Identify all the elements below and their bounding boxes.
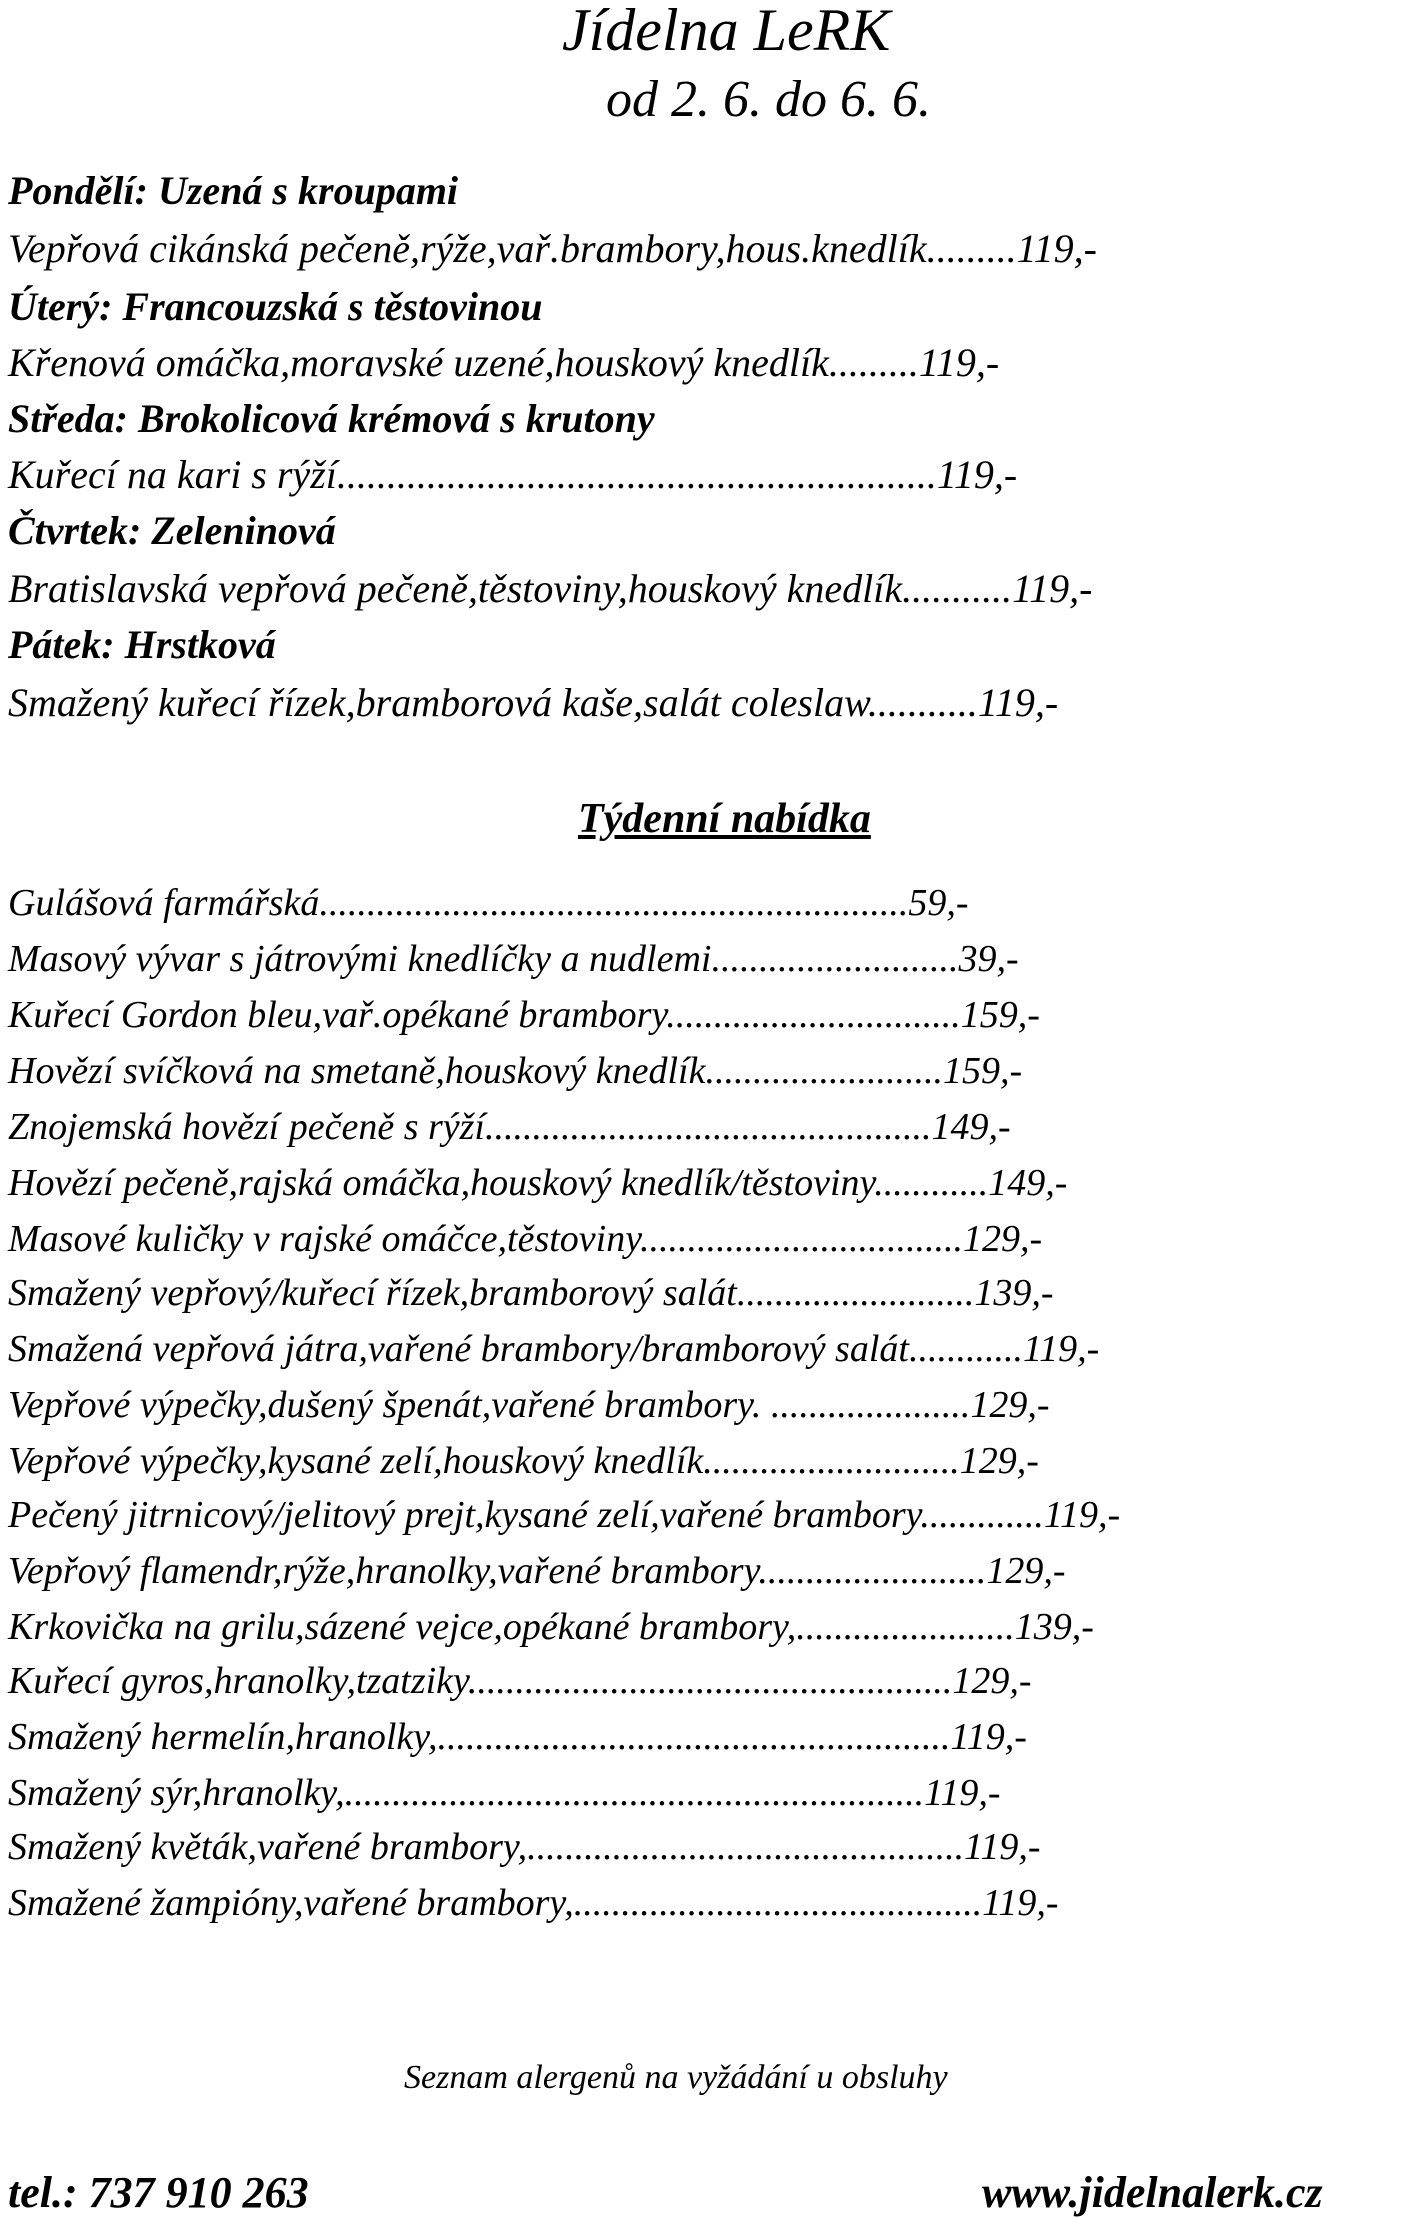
weekly-offer-title: Týdenní nabídka — [578, 796, 871, 842]
weekly-item: Kuřecí Gordon bleu,vař.opékané brambory...............................159,- — [8, 994, 1040, 1036]
weekly-item: Smažený sýr,hranolky,.............................................................119,- — [8, 1772, 1001, 1814]
weekly-item: Smažená vepřová játra,vařené brambory/bramborový salát............119,- — [8, 1328, 1100, 1370]
weekly-item: Vepřové výpečky,kysané zelí,houskový knedlík...........................129,- — [8, 1440, 1039, 1482]
day-thursday-meal: Bratislavská vepřová pečeně,těstoviny,houskový knedlík...........119,- — [8, 566, 1093, 611]
footer-phone: tel.: 737 910 263 — [8, 2168, 309, 2217]
day-thursday-soup: Čtvrtek: Zeleninová — [8, 508, 336, 553]
weekly-item: Hovězí svíčková na smetaně,houskový knedlík.........................159,- — [8, 1050, 1023, 1092]
weekly-item: Znojemská hovězí pečeně s rýží...............................................149,- — [8, 1106, 1011, 1148]
weekly-item: Smažené žampióny,vařené brambory,...........................................119,- — [8, 1882, 1059, 1924]
day-tuesday-meal: Křenová omáčka,moravské uzené,houskový knedlík.........119,- — [8, 340, 1000, 385]
weekly-item: Vepřové výpečky,dušený špenát,vařené brambory. .....................129,- — [8, 1384, 1050, 1426]
day-wednesday-meal: Kuřecí na kari s rýží............................................................119,- — [8, 452, 1018, 497]
restaurant-title: Jídelna LeRK — [562, 0, 891, 63]
weekly-item: Hovězí pečeně,rajská omáčka,houskový knedlík/těstoviny............149,- — [8, 1162, 1068, 1204]
weekly-item: Gulášová farmářská..............................................................59,- — [8, 882, 969, 924]
weekly-item: Pečený jitrnicový/jelitový prejt,kysané zelí,vařené brambory.............119,- — [8, 1494, 1121, 1536]
weekly-item: Vepřový flamendr,rýže,hranolky,vařené brambory........................129,- — [8, 1550, 1066, 1592]
weekly-item: Krkovička na grilu,sázené vejce,opékané brambory,.......................139,- — [8, 1606, 1094, 1648]
day-wednesday-soup: Středa: Brokolicová krémová s krutony — [8, 396, 655, 441]
weekly-item: Smažený květák,vařené brambory,..............................................119,- — [8, 1826, 1041, 1868]
weekly-item: Smažený hermelín,hranolky,......................................................119,- — [8, 1716, 1027, 1758]
menu-date-range: od 2. 6. do 6. 6. — [606, 71, 931, 128]
weekly-item: Kuřecí gyros,hranolky,tzatziky...................................................129,- — [8, 1660, 1032, 1702]
day-friday-soup: Pátek: Hrstková — [8, 622, 276, 667]
weekly-item: Masové kuličky v rajské omáčce,těstoviny..................................129,- — [8, 1218, 1043, 1260]
weekly-item: Masový vývar s játrovými knedlíčky a nudlemi..........................39,- — [8, 938, 1019, 980]
allergens-note: Seznam alergenů na vyžádání u obsluhy — [404, 2059, 948, 2096]
day-monday-soup: Pondělí: Uzená s kroupami — [8, 168, 459, 213]
day-monday-meal: Vepřová cikánská pečeně,rýže,vař.brambory,hous.knedlík.........119,- — [8, 226, 1097, 271]
day-tuesday-soup: Úterý: Francouzská s těstovinou — [8, 284, 543, 329]
weekly-item: Smažený vepřový/kuřecí řízek,bramborový salát.........................139,- — [8, 1272, 1054, 1314]
day-friday-meal: Smažený kuřecí řízek,bramborová kaše,salát coleslaw...........119,- — [8, 680, 1059, 725]
footer-website: www.jidelnalerk.cz — [982, 2168, 1323, 2217]
